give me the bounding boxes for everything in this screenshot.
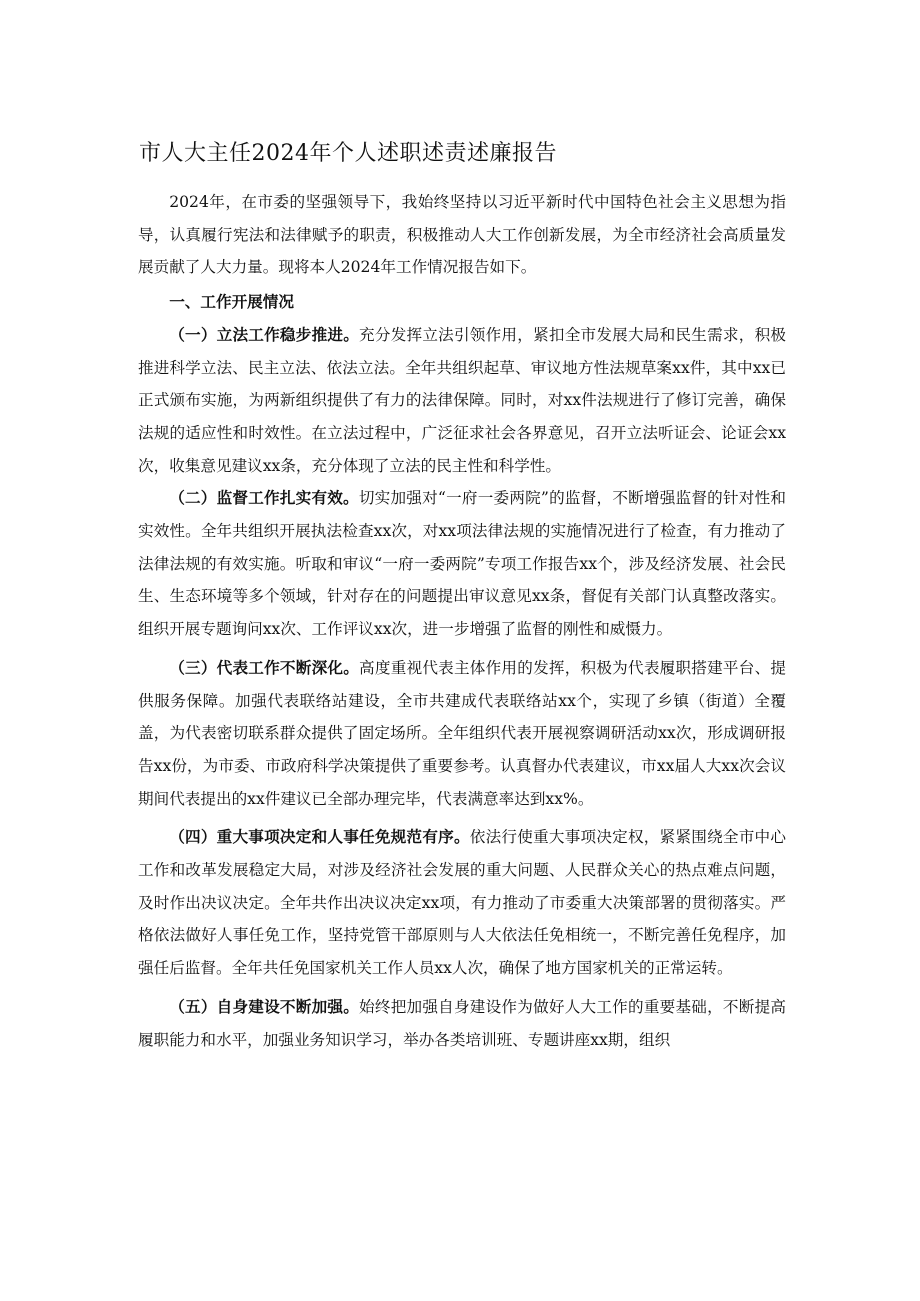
item-text-4: 依法行使重大事项决定权，紧紧围绕全市中心工作和改革发展稳定大局，对涉及经济社会发展的重大问题、人民群众关心的热点难点问题，及时作出决议决定。全年共作出决议决定xx项，有力推动了市委重大决策部署的贯彻落实。严格依法做好人事任免工作，坚持党管干部原则与人大依法任免相统一，不断完善任免程序，加强任后监督。全年共任免国家机关工作人员xx人次，确保了地方国家机关的正常运转。	[138, 828, 786, 978]
document-body	[138, 186, 786, 1056]
item-lead-2: （二）监督工作扎实有效。	[169, 488, 359, 508]
item-text-1: 充分发挥立法引领作用，紧扣全市发展大局和民生需求，积极推进科学立法、民主立法、依法立法。全年共组织起草、审议地方性法规草案xx件，其中xx已正式颁布实施，为两新组织提供了有力的法律保障。同时，对xx件法规进行了修订完善，确保法规的适应性和时效性。在立法过程中，广泛征求社会各界意见，召开立法听证会、论证会xx次，收集意见建议xx条，充分体现了立法的民主性和科学性。	[138, 325, 786, 475]
item-paragraph-1	[138, 319, 786, 483]
item-text-2: 切实加强对“一府一委两院”的监督，不断增强监督的针对性和实效性。全年共组织开展执法检查xx次，对xx项法律法规的实施情况进行了检查，有力推动了法律法规的有效实施。听取和审议“一府一委两院”专项工作报告xx个，涉及经济发展、社会民生、生态环境等多个领域，针对存在的问题提出审议意见xx条，督促有关部门认真整改落实。组织开展专题询问xx次、工作评议xx次，进一步增强了监督的刚性和威慑力。	[138, 489, 786, 639]
item-text-3: 高度重视代表主体作用的发挥，积极为代表履职搭建平台、提供服务保障。加强代表联络站建设，全市共建成代表联络站xx个，实现了乡镇（街道）全覆盖，为代表密切联系群众提供了固定场所。全年组织代表开展视察调研活动xx次，形成调研报告xx份，为市委、市政府科学决策提供了重要参考。认真督办代表建议，市xx届人大xx次会议期间代表提出的xx件建议已全部办理完毕，代表满意率达到xx%。	[138, 658, 786, 808]
item-lead-5: （五）自身建设不断加强。	[169, 996, 360, 1016]
item-lead-4: （四）重大事项决定和人事任免规范有序。	[169, 827, 470, 847]
item-text-5: 始终把加强自身建设作为做好人大工作的重要基础，不断提高履职能力和水平，加强业务知识学习，举办各类培训班、专题讲座xx期，组织	[138, 997, 786, 1049]
section-heading: 一、工作开展情况	[169, 292, 294, 312]
item-lead-1: （一）立法工作稳步推进。	[169, 324, 360, 344]
item-paragraph-4	[138, 821, 786, 985]
item-paragraph-3	[138, 652, 786, 816]
intro-paragraph: 2024年，在市委的坚强领导下，我始终坚持以习近平新时代中国特色社会主义思想为指导，认真履行宪法和法律赋予的职责，积极推动人大工作创新发展，为全市经济社会高质量发展贡献了人大力量。现将本人2024年工作情况报告如下。	[138, 193, 786, 277]
item-lead-3: （三）代表工作不断深化。	[169, 657, 360, 677]
item-paragraph-2	[138, 482, 786, 646]
page-title: 市人大主任2024年个人述职述责述廉报告	[139, 141, 557, 166]
item-paragraph-5	[138, 991, 786, 1056]
